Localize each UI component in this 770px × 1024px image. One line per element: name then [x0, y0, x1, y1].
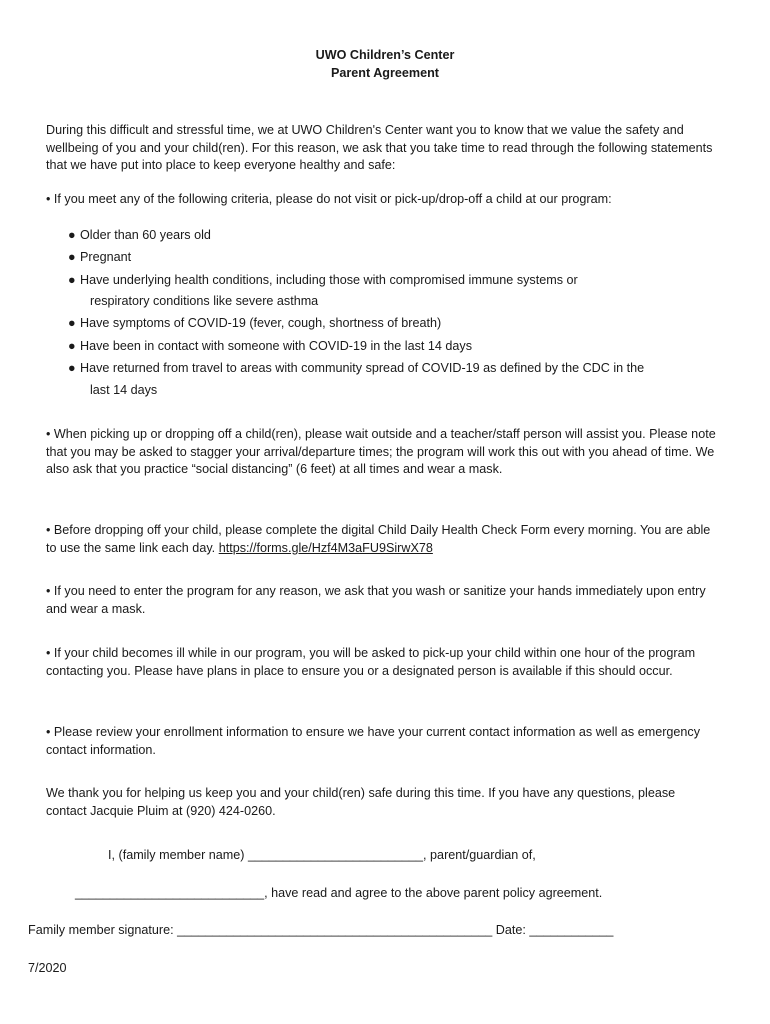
- bullet-icon: ●: [68, 272, 76, 287]
- signature-date-line[interactable]: Family member signature: _____________________________________________ Date: ____________: [28, 923, 614, 937]
- list-item: ● Have returned from travel to areas with community spread of COVID-19 as defined by the CDC in the last 14 days: [68, 360, 718, 399]
- intro-paragraph: During this difficult and stressful time, we at UWO Children's Center want you to know that we value the safety and wellbeing of you and your child(ren). For this reason, we ask that you take time to read through the following statements that we have put into place to keep everyone healthy and safe:: [46, 123, 713, 173]
- document-title: [0, 46, 770, 82]
- title-line-2: Parent Agreement: [330, 66, 439, 80]
- pickup-paragraph: • When picking up or dropping off a child(ren), please wait outside and a teacher/staff person will assist you. Please note that you may be asked to stagger your arrival/departure times; the program will work this out with you ahead of time. We also ask that you practice “social distancing” (6 feet) at all times and wear a mask.: [46, 427, 716, 477]
- enter-paragraph: • If you need to enter the program for any reason, we ask that you wash or sanitize your hands immediately upon entry and wear a mask.: [46, 584, 706, 616]
- list-item: ● Have symptoms of COVID-19 (fever, cough, shortness of breath): [68, 315, 718, 333]
- thanks-paragraph: We thank you for helping us keep you and your child(ren) safe during this time. If you have any questions, please contact Jacquie Pluim at (920) 424-0260.: [46, 786, 676, 818]
- bullet-icon: ●: [68, 338, 76, 353]
- ill-paragraph: • If your child becomes ill while in our program, you will be asked to pick-up your child within one hour of the program contacting you. Please have plans in place to ensure you or a designated person is available if this should occur.: [46, 646, 696, 678]
- list-item-continuation: last 14 days: [90, 382, 158, 397]
- list-item: ● Older than 60 years old: [68, 227, 718, 245]
- list-item: ● Pregnant: [68, 249, 718, 267]
- list-item: ● Have been in contact with someone with COVID-19 in the last 14 days: [68, 338, 718, 356]
- family-member-name-line[interactable]: I, (family member name) _________________________, parent/guardian of,: [108, 848, 536, 862]
- criteria-lead: • If you meet any of the following criteria, please do not visit or pick-up/drop-off a child at our program:: [46, 192, 612, 206]
- enrollment-paragraph: • Please review your enrollment information to ensure we have your current contact information as well as emergency contact information.: [46, 725, 700, 757]
- list-item-continuation: respiratory conditions like severe asthma: [90, 294, 319, 309]
- title-line-1: UWO Children’s Center: [315, 48, 455, 62]
- list-item: ● Have underlying health conditions, including those with compromised immune systems or respiratory conditions like severe asthma: [68, 272, 718, 311]
- bullet-icon: ●: [68, 316, 76, 331]
- criteria-list: [68, 227, 718, 404]
- health-check-paragraph: • Before dropping off your child, please complete the digital Child Daily Health Check Form every morning. You are able to use the same link each day. https://forms.gle/Hzf4M3aFU9SirwX78: [46, 523, 711, 555]
- child-name-line[interactable]: ___________________________, have read and agree to the above parent policy agreement.: [75, 886, 603, 900]
- bullet-icon: ●: [68, 250, 76, 265]
- bullet-icon: ●: [68, 361, 76, 375]
- footer-date: 7/2020: [28, 961, 67, 975]
- health-check-form-link[interactable]: https://forms.gle/Hzf4M3aFU9SirwX78: [218, 540, 433, 555]
- bullet-icon: ●: [68, 228, 76, 242]
